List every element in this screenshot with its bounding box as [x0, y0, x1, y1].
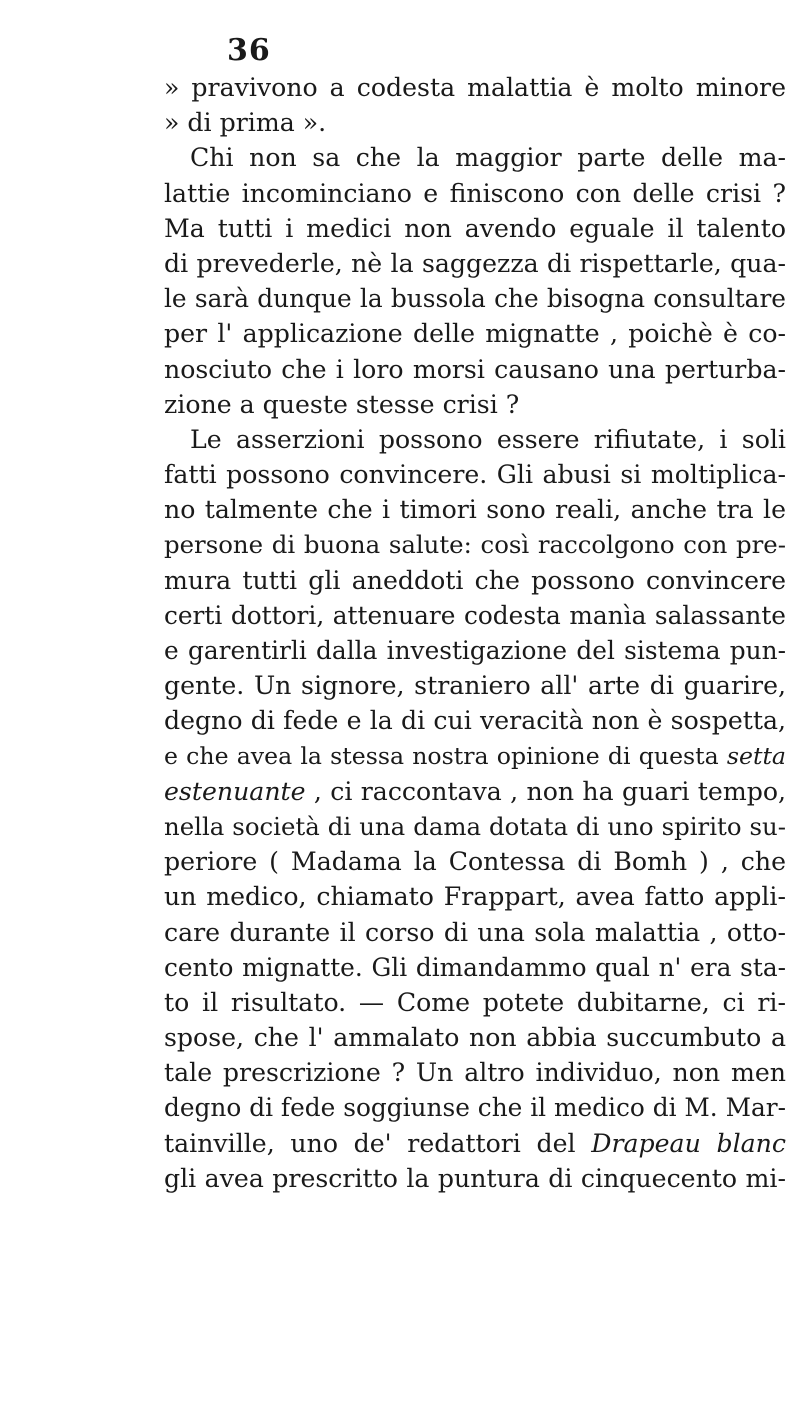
text-line-content: degno di fede e la di cui veracità non è sospetta,	[164, 706, 786, 736]
text-line-content: Ma tutti i medici non avendo eguale il talento	[164, 213, 786, 243]
text-line-content: tainville, uno de' redattori del	[164, 1128, 592, 1158]
text-line	[164, 950, 786, 985]
text-line-content: Le asserzioni possono essere rifiutate, i soli	[190, 424, 786, 454]
text-line	[164, 246, 786, 281]
text-line	[164, 457, 786, 492]
italic-phrase: estenuante	[164, 776, 306, 806]
text-line-content: to il risultato. — Come potete dubitarne, ci ri-	[164, 987, 786, 1017]
text-line	[164, 563, 786, 598]
text-line-content: zione a queste stesse crisi ?	[164, 389, 520, 419]
page-number: 36	[227, 33, 271, 68]
text-line	[164, 1161, 786, 1196]
text-line-content: un medico, chiamato Frappart, avea fatto appli-	[164, 882, 786, 912]
text-line	[164, 176, 786, 211]
text-line	[164, 915, 786, 950]
text-line	[164, 105, 786, 140]
text-line	[164, 668, 786, 703]
text-line	[164, 598, 786, 633]
text-line-content: care durante il corso di una sola malattia , otto-	[164, 917, 786, 947]
text-line	[164, 140, 786, 175]
text-line-content: » di prima ».	[164, 108, 327, 138]
text-line-content: mura tutti gli aneddoti che possono convincere	[164, 565, 786, 595]
text-line	[164, 985, 786, 1020]
text-line-content: nella società di una dama dotata di uno spirito su-	[164, 811, 786, 841]
text-line	[164, 1126, 786, 1161]
text-line-content: e garentirli dalla investigazione del sistema pun-	[164, 636, 786, 665]
text-line-content: » pravivono a codesta malattia è molto minore	[164, 73, 786, 102]
text-line-content: lattie incominciano e finiscono con delle crisi ?	[164, 178, 786, 208]
text-line	[164, 211, 786, 246]
text-line	[164, 809, 786, 844]
text-line-content: le sarà dunque la bussola che bisogna consultare	[164, 284, 786, 314]
italic-phrase: Drapeau blanc	[591, 1128, 786, 1158]
text-line-content: nosciuto che i loro morsi causano una perturba-	[164, 354, 786, 384]
text-line	[164, 844, 786, 879]
text-line-content: gli avea prescritto la puntura di cinquecento mi-	[164, 1163, 786, 1193]
text-line-content: e che avea la stessa nostra opinione di questa	[164, 741, 727, 770]
text-line-content: cento mignatte. Gli dimandammo qual n' era sta-	[164, 952, 786, 982]
text-line-content: Chi non sa che la maggior parte delle ma-	[190, 143, 786, 173]
text-line	[164, 492, 786, 527]
text-line	[164, 422, 786, 457]
text-line	[164, 1090, 786, 1125]
text-line-content: spose, che l' ammalato non abbia succumbuto a	[164, 1023, 786, 1053]
text-line-content: di prevederle, nè la saggezza di rispettarle, qua-	[164, 248, 786, 278]
text-line-content: fatti possono convincere. Gli abusi si moltiplica-	[164, 460, 786, 490]
text-line	[164, 281, 786, 316]
text-line-content: per l' applicazione delle mignatte , poichè è co-	[164, 319, 786, 349]
text-line	[164, 70, 786, 105]
text-line-content: persone di buona salute: così raccolgono con pre-	[164, 530, 786, 560]
text-line	[164, 387, 786, 422]
text-line	[164, 739, 786, 774]
text-line	[164, 633, 786, 668]
italic-phrase: setta	[726, 741, 786, 770]
text-line	[164, 774, 786, 809]
text-line-content: degno di fede soggiunse che il medico di M. Mar-	[164, 1093, 786, 1123]
text-line-content: tale prescrizione ? Un altro individuo, non men	[164, 1058, 786, 1088]
text-line-content: no talmente che i timori sono reali, anche tra le	[164, 495, 786, 525]
body-text	[164, 70, 786, 1196]
text-line-continuation: , ci raccontava , non ha guari tempo,	[305, 776, 786, 806]
text-line	[164, 316, 786, 351]
text-line	[164, 527, 786, 562]
text-line	[164, 703, 786, 738]
text-line	[164, 1055, 786, 1090]
text-line	[164, 1020, 786, 1055]
text-line-content: gente. Un signore, straniero all' arte di guarire,	[164, 671, 786, 701]
text-line	[164, 352, 786, 387]
text-line	[164, 879, 786, 914]
text-line-content: periore ( Madama la Contessa di Bomh ) , che	[164, 847, 786, 877]
text-line-content: certi dottori, attenuare codesta manìa salassante	[164, 600, 786, 630]
